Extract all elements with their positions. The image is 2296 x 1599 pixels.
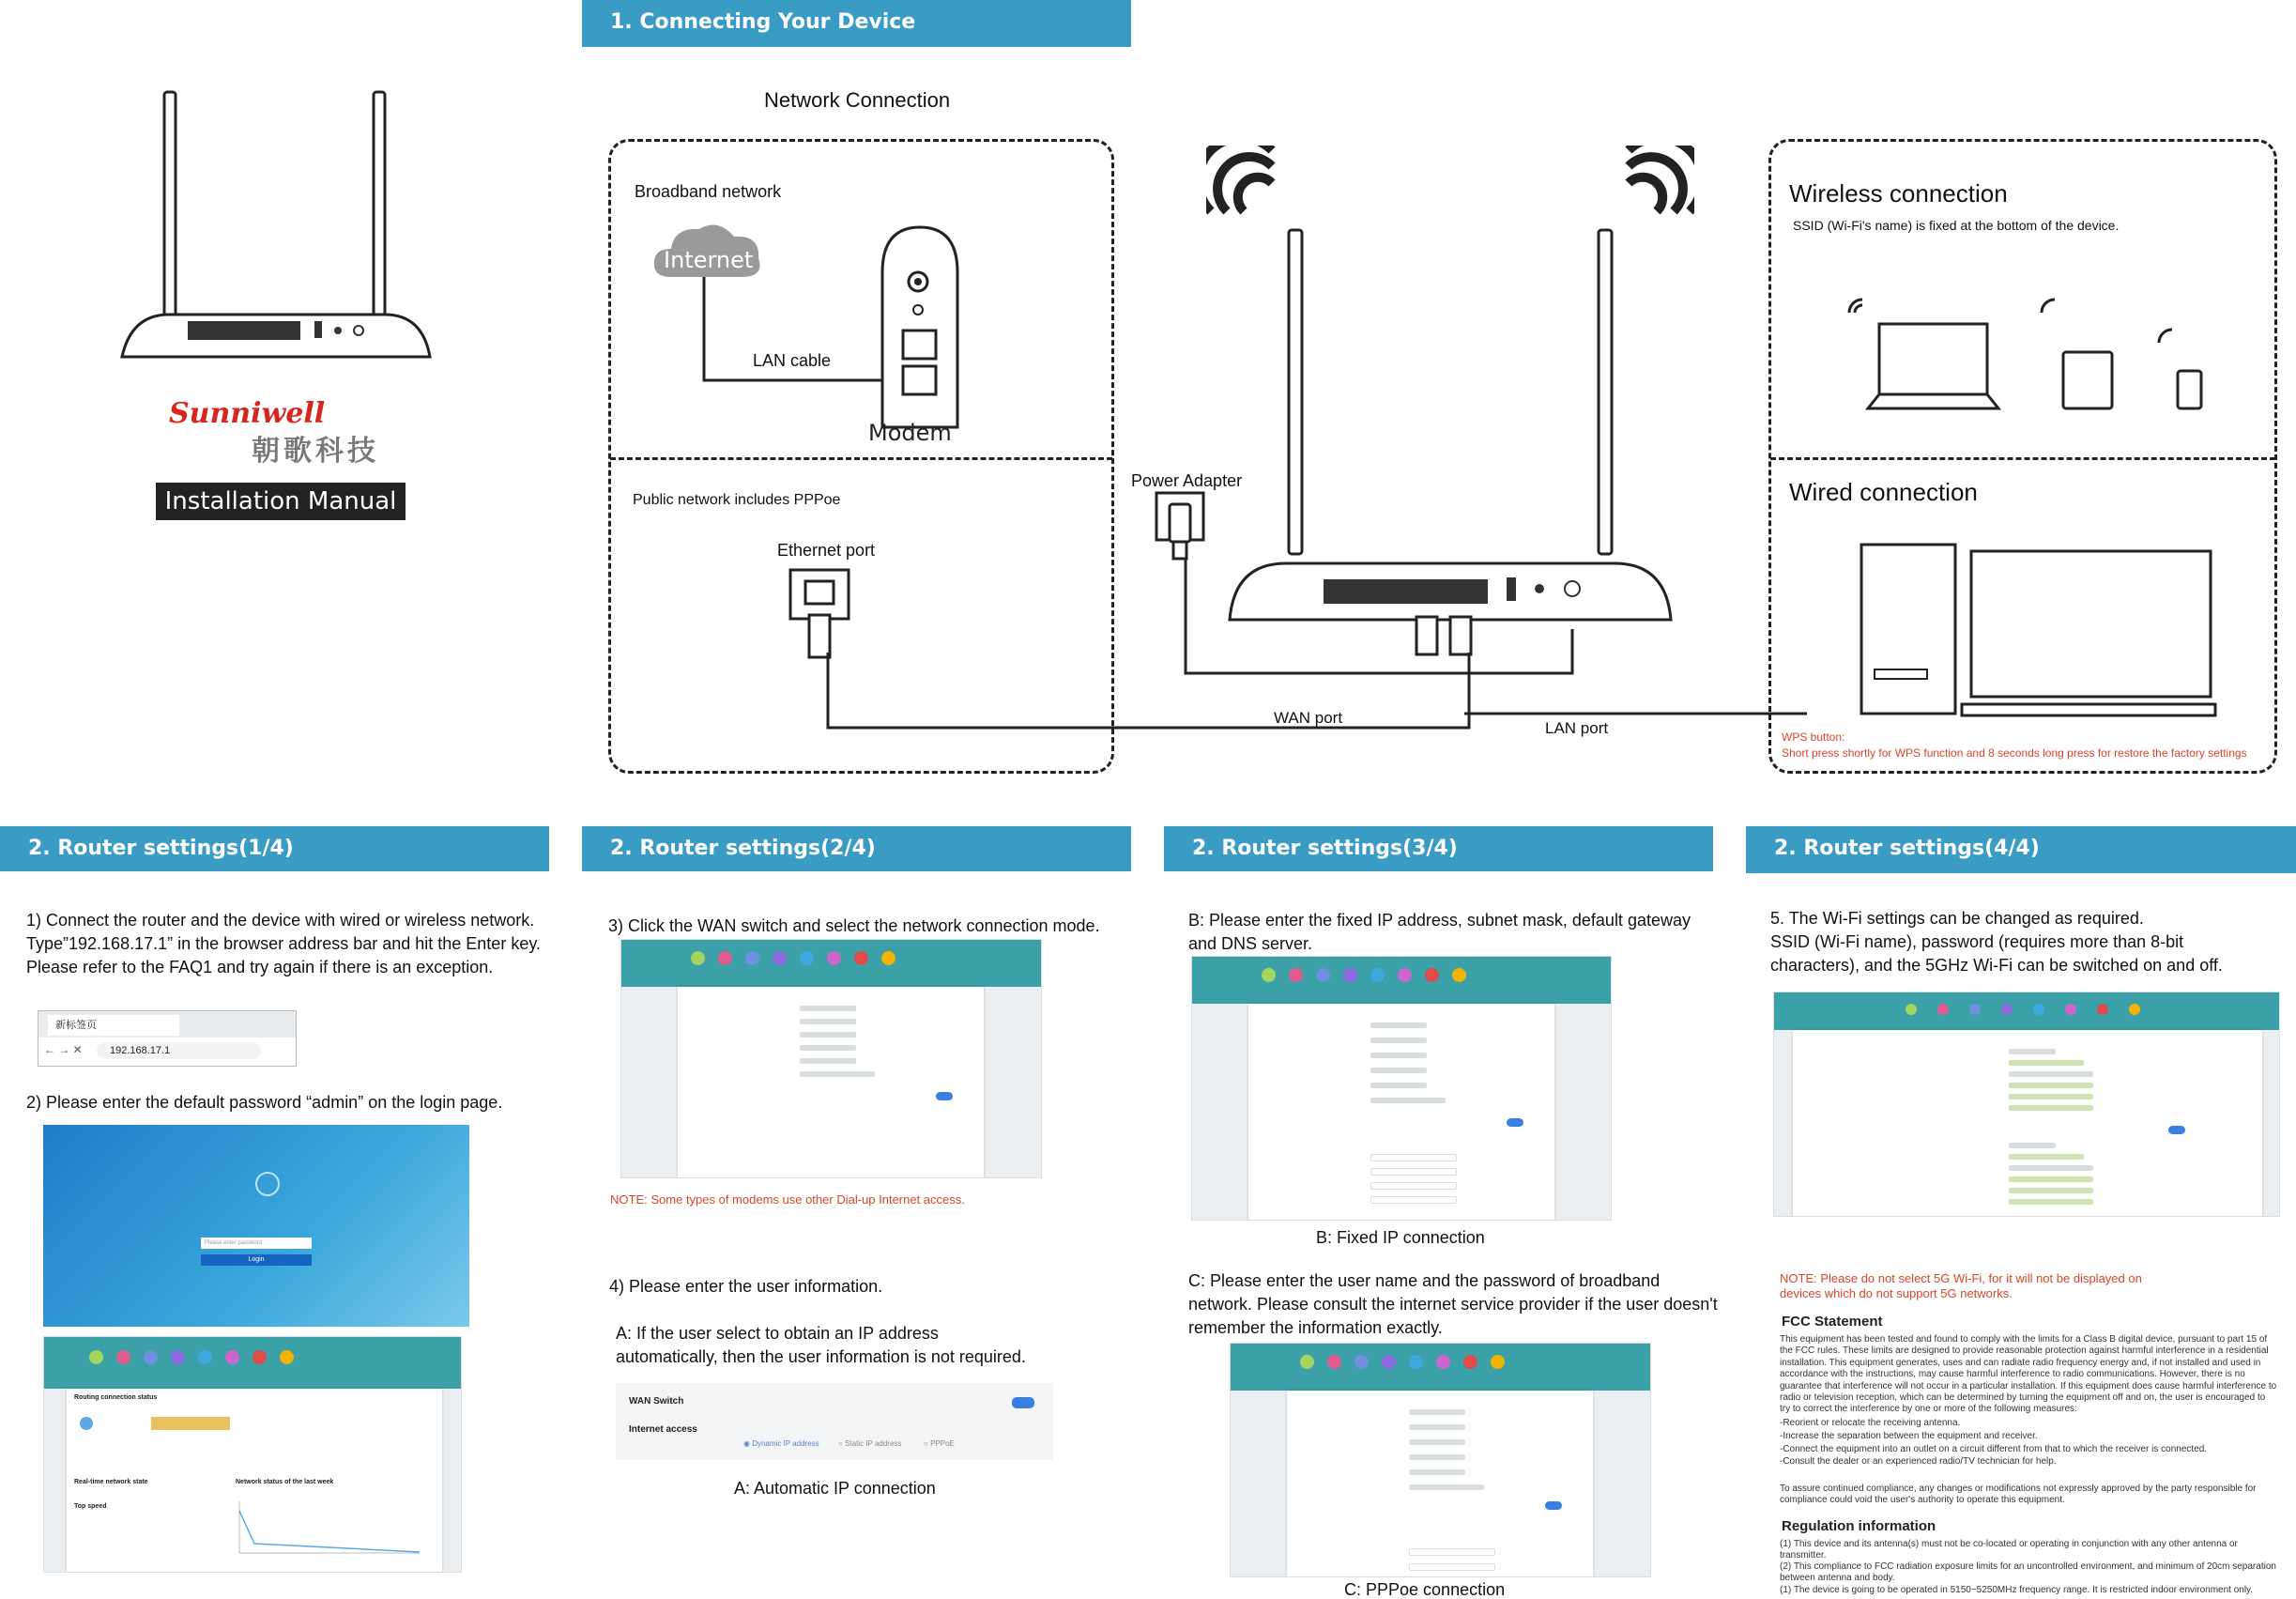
nav-icons[interactable] [1906,1004,2140,1015]
public-network-label: Public network includes PPPoe [633,492,841,508]
step4-text: 4) Please enter the user information. [609,1277,883,1296]
power-adapter-label: Power Adapter [1131,471,1243,490]
wifi-5g-toggle[interactable] [2168,1126,2185,1134]
address-bar-url: 192.168.17.1 [110,1045,171,1056]
step1-line1: 1) Connect the router and the device with wired or wireless network. [26,911,535,930]
wan-switch-label: WAN Switch [629,1396,684,1407]
caption-c: C: PPPoe connection [1344,1580,1506,1599]
b-line2: and DNS server. [1188,934,1313,953]
brand-chinese: 朝歌科技 [252,435,379,468]
wan-toggle[interactable] [1507,1118,1523,1127]
ethernet-port-icon [788,568,854,662]
login-button[interactable] [201,1254,312,1266]
lan-port-label: LAN port [1545,719,1609,737]
password-placeholder: Please enter password [205,1240,263,1246]
caption-a: A: Automatic IP connection [734,1479,936,1498]
fcc-measure-1: -Reorient or relocate the receiving antenna. [1780,1418,1961,1428]
step1-line3: Please refer to the FAQ1 and try again if there is an exception. [26,958,494,976]
lan-cable-label: LAN cable [753,351,832,370]
desktop-pc-icon [1854,540,2229,718]
radio-static-label: Static IP address [845,1439,902,1448]
radio-pppoe-label: PPPoE [930,1439,955,1448]
content-panel [67,1389,442,1573]
realtime-title: Real-time network state [74,1479,148,1485]
regulation-1: (1) This device and its antenna(s) must not be co-located or operating in conjunction with any other antenna or transmitter. [1780,1539,2238,1561]
weekly-chart [236,1492,423,1558]
note-5g-line1: NOTE: Please do not select 5G Wi-Fi, for it will not be displayed on [1780,1271,2142,1285]
step1-line2: Type”192.168.17.1” in the browser address bar and hit the Enter key. [26,934,541,953]
wan-switch-toggle[interactable] [1012,1397,1034,1408]
step4a-line2: automatically, then the user information is not required. [616,1347,1026,1366]
radio-dynamic[interactable]: ◉ Dynamic IP address [743,1439,819,1448]
step5-line3: characters), and the 5GHz Wi-Fi can be switched on and off. [1770,956,2223,975]
divider [610,457,1112,460]
status-title: Routing connection status [74,1394,158,1401]
regulation-title: Regulation information [1782,1518,1936,1534]
nav-icons[interactable] [1300,1355,1505,1369]
wan-toggle[interactable] [936,1092,953,1100]
wan-port-label: WAN port [1274,709,1343,727]
wan-toggle[interactable] [1545,1501,1562,1510]
internet-label: Internet [664,247,754,273]
fcc-compliance: To assure continued compliance, any changes or modifications not expressly approved by the party responsible for compliance could void the user's authority to operate this equipment. [1780,1484,2257,1506]
caption-b: B: Fixed IP connection [1316,1228,1485,1247]
step5-line1: 5. The Wi-Fi settings can be changed as required. [1770,909,2144,928]
c-line3: remember the information exactly. [1188,1318,1443,1337]
wireless-note: SSID (Wi-Fi's name) is fixed at the bottom of the device. [1793,218,2120,233]
browser-tab-label: 新标签页 [55,1020,97,1031]
section-title-settings-4: 2. Router settings(4/4) [1746,826,2296,873]
modem-label: Modem [868,420,952,446]
section-title-connecting: 1. Connecting Your Device [582,0,1131,47]
router-illustration [113,85,441,366]
manual-label: Installation Manual [156,483,406,520]
fcc-measure-2: -Increase the separation between the equipment and receiver. [1780,1431,2038,1441]
fcc-measure-4: -Consult the dealer or an experienced radio/TV technician for help. [1780,1456,2057,1467]
nav-arrows-icon[interactable]: ← → ✕ [44,1043,83,1056]
internet-access-label: Internet access [629,1424,697,1435]
c-line1: C: Please enter the user name and the password of broadband [1188,1271,1661,1290]
wps-text: Short press shortly for WPS function and 8 seconds long press for restore the factory settings [1782,746,2247,760]
modem-icon [873,225,967,432]
b-line1: B: Please enter the fixed IP address, subnet mask, default gateway [1188,911,1691,930]
password-input[interactable] [201,1238,312,1249]
nav-icons[interactable] [691,951,895,965]
wifi-screenshot [1773,992,2280,1217]
nav-icons[interactable] [89,1350,294,1364]
step2-text: 2) Please enter the default password “admin” on the login page. [26,1093,503,1112]
weekly-title: Network status of the last week [236,1479,334,1485]
step3-text: 3) Click the WAN switch and select the network connection mode. [608,916,1100,935]
fcc-text: This equipment has been tested and found to comply with the limits for a Class B digital device, pursuant to part 15 of the FCC rules. These limits are designed to provide reasonable protection against harmful interference in a residential installation. This equipment generates, uses and can radiate radio frequency energy and, if not installed and used in accordance with the instructions, may cause harmful interference to radio communications. However, there is no guarantee that interference will not occur in a particular installation. If this equipment does cause harmful interference to radio or television reception, which can be determined by turning the equipment off and on, the user is encouraged to try to correct the interference by one or more of the following measures: [1780,1334,2277,1415]
login-button-label: Login [248,1256,265,1263]
regulation-3: (1) The device is going to be operated in 5150~5250MHz frequency range. It is restricted indoor environment only. [1780,1585,2254,1595]
fixed-ip-screenshot [1191,956,1612,1221]
lan-cable-to-pc [1464,648,1812,723]
regulation-2: (2) This compliance to FCC radiation exposure limits for an uncontrolled environment, and minimum of 20cm separation between antenna and body. [1780,1561,2276,1584]
status-screenshot [43,1336,462,1573]
browser-mock [38,1010,297,1067]
wan-switch-panel [616,1383,1053,1460]
globe-icon [255,1172,280,1196]
section-title-settings-2: 2. Router settings(2/4) [582,826,1131,871]
broadband-label: Broadband network [635,182,782,201]
fcc-measure-3: -Connect the equipment into an outlet on a circuit different from that to which the receiver is connected. [1780,1444,2208,1454]
diagram-title: Network Connection [764,88,951,112]
c-line2: network. Please consult the internet service provider if the user doesn't [1188,1295,1718,1314]
note-modems: NOTE: Some types of modems use other Dial-up Internet access. [610,1192,965,1207]
step5-line2: SSID (Wi-Fi name), password (requires more than 8-bit [1770,932,2184,951]
wan-screenshot [620,939,1042,1178]
divider [1770,457,2275,460]
wireless-title: Wireless connection [1789,179,2008,208]
wired-title: Wired connection [1789,478,1978,506]
router-main-icon [1206,146,1694,634]
fcc-title: FCC Statement [1782,1314,1883,1330]
wps-title: WPS button: [1782,730,1845,744]
section-title-settings-3: 2. Router settings(3/4) [1164,826,1713,871]
note-5g-line2: devices which do not support 5G networks. [1780,1286,2013,1300]
nav-icons[interactable] [1262,968,1466,982]
ethernet-port-label: Ethernet port [777,541,876,560]
power-adapter-icon [1153,491,1209,566]
wireless-devices-icon [1844,296,2220,418]
login-screenshot [43,1125,469,1327]
address-bar[interactable] [97,1042,261,1059]
radio-pppoe[interactable]: ○ PPPoE [924,1439,955,1448]
radio-dynamic-label: Dynamic IP address [752,1439,819,1448]
radio-static[interactable]: ○ Static IP address [838,1439,902,1448]
section-title-settings-1: 2. Router settings(1/4) [0,826,549,871]
browser-tab[interactable] [48,1015,179,1036]
top-speed: Top speed [74,1503,107,1510]
brand-logo: Sunniwell [169,397,326,430]
step4a-line1: A: If the user select to obtain an IP address [616,1324,939,1343]
pppoe-screenshot [1230,1343,1651,1577]
